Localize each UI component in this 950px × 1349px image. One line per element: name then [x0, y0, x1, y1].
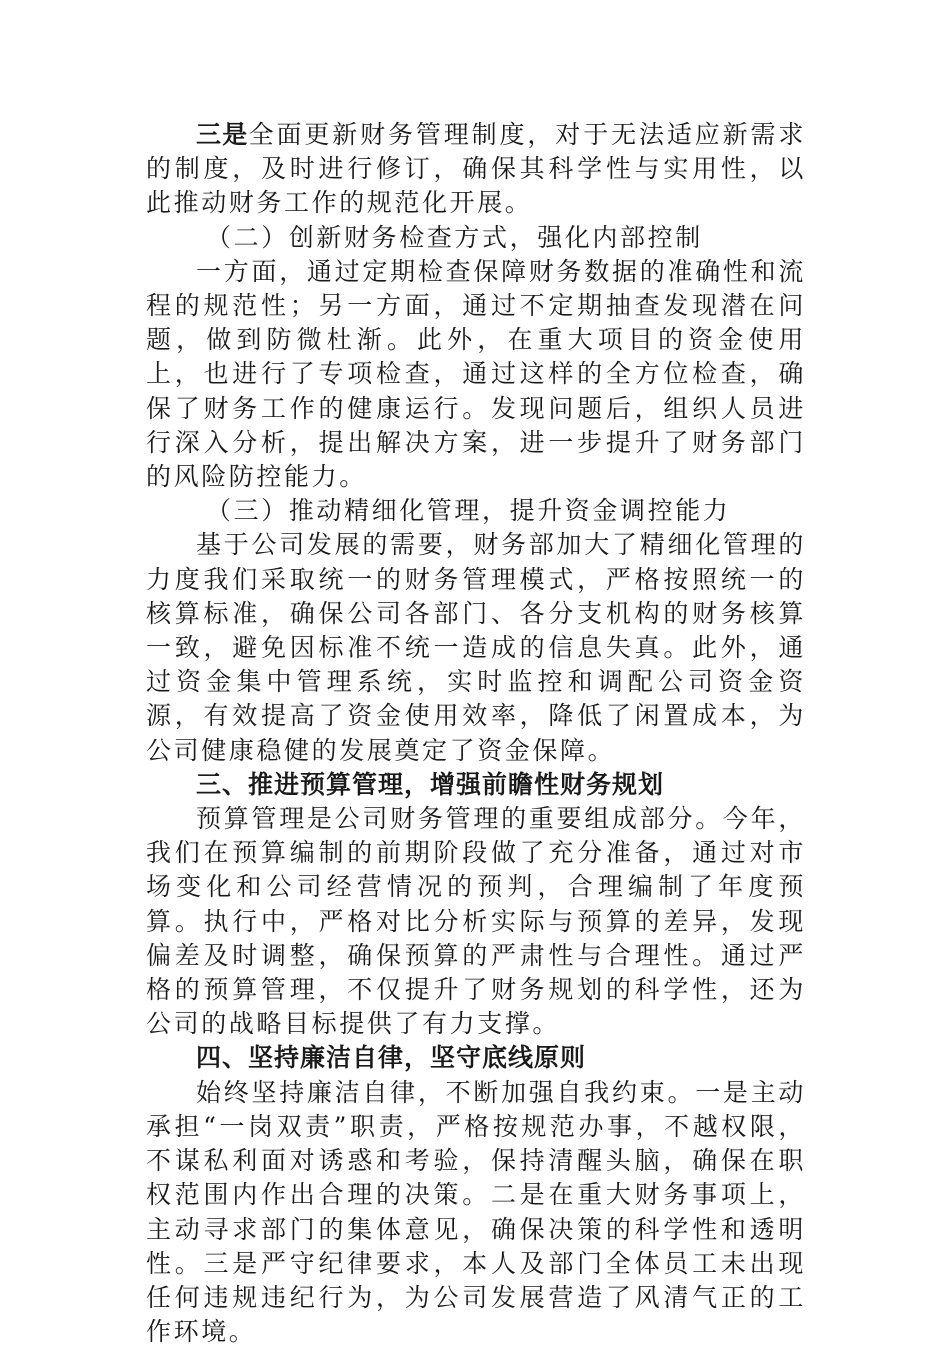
document-body — [146, 118, 806, 1349]
subheading-3: （三）推动精细化管理，提升资金调控能力 — [206, 496, 731, 526]
paragraph-1-text: 全面更新财务管理制度，对于无法适应新需求的制度，及时进行修订，确保其科学性与实用性，以此推动财务工作的规范化开展。 — [146, 120, 806, 218]
paragraph-3: 基于公司发展的需要，财务部加大了精细化管理的力度我们采取统一的财务管理模式，严格按照统一的核算标准，确保公司各部门、各分支机构的财务核算一致，避免因标准不统一造成的信息失真。此外，通过资金集中管理系统，实时监控和调配公司资金资源，有效提高了资金使用效率，降低了闲置成本，为公司健康稳健的发展奠定了资金保障。 — [146, 530, 806, 765]
subheading-2: （二）创新财务检查方式，强化内部控制 — [206, 222, 703, 252]
paragraph-1 — [146, 118, 806, 221]
paragraph-5: 始终坚持廉洁自律，不断加强自我约束。一是主动承担“一岗双责”职责，严格按规范办事，不越权限，不谋私利面对诱惑和考验，保持清醒头脑，确保在职权范围内作出合理的决策。二是在重大财务事项上，主动寻求部门的集体意见，确保决策的科学性和透明性。三是严守纪律要求，本人及部门全体员工未出现任何违规违纪行为，为公司发展营造了风清气正的工作环境。 — [146, 1077, 806, 1347]
paragraph-1-lead: 三是 — [196, 120, 249, 149]
paragraph-2: 一方面，通过定期检查保障财务数据的准确性和流程的规范性；另一方面，通过不定期抽查发现潜在问题，做到防微杜渐。此外，在重大项目的资金使用上，也进行了专项检查，通过这样的全方位检查，确保了财务工作的健康运行。发现问题后，组织人员进行深入分析，提出解决方案，进一步提升了财务部门的风险防控能力。 — [146, 256, 806, 492]
section-heading-3: 三、推进预算管理，增强前瞻性财务规划 — [196, 769, 665, 799]
section-heading-4: 四、坚持廉洁自律，坚守底线原则 — [196, 1043, 587, 1073]
paragraph-4: 预算管理是公司财务管理的重要组成部分。今年，我们在预算编制的前期阶段做了充分准备，通过对市场变化和公司经营情况的预判，合理编制了年度预算。执行中，严格对比分析实际与预算的差异，发现偏差及时调整，确保预算的严肃性与合理性。通过严格的预算管理，不仅提升了财务规划的科学性，还为公司的战略目标提供了有力支撑。 — [146, 804, 806, 1039]
